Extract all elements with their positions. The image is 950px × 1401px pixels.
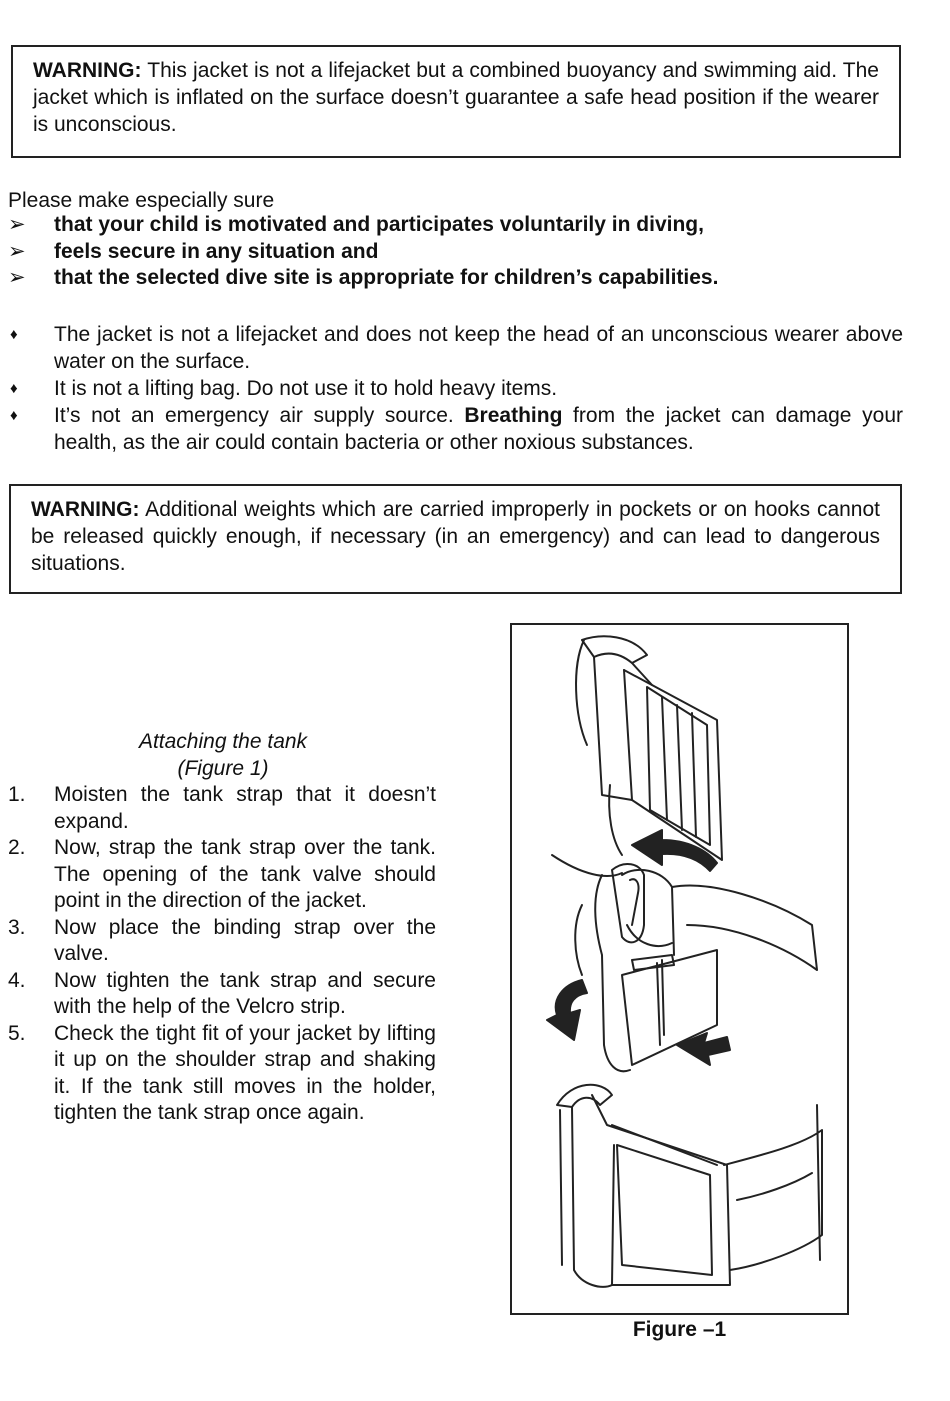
list-item: ➢ feels secure in any situation and: [8, 239, 718, 266]
safety-notes: [8, 321, 903, 456]
warning-box-buoyancy: [11, 45, 901, 158]
arrow-bullet-icon: ➢: [8, 266, 26, 289]
intro-text: Please make especially sure: [8, 189, 275, 212]
rotate-arrow-icon: [547, 980, 587, 1040]
attach-heading: Attaching the tank: [138, 730, 308, 753]
curved-arrow-icon: [632, 830, 717, 871]
tank-strap-buckle-illustration-icon: [512, 625, 847, 1313]
warning-box-weights: [9, 484, 902, 594]
list-item: 5. Check the tight fit of your jacket by lifting it up on the shoulder strap and shaking it. If the tank still moves in the holder, tighten the tank strap once again.: [8, 1021, 436, 1124]
buckle-top-icon: [576, 636, 722, 860]
attach-figure-ref: (Figure 1): [177, 757, 269, 780]
warning-text: Additional weights which are carried improperly in pockets or on hooks cannot be released quickly enough, if necessary (in an emergency) and can lead to dangerous situations.: [31, 498, 880, 575]
list-item: 4. Now tighten the tank strap and secure with the help of the Velcro strip.: [8, 968, 436, 1018]
arrow-bullet-icon: ➢: [8, 239, 26, 263]
list-item: ➢ that the selected dive site is appropriate for children’s capabilities.: [8, 265, 718, 292]
list-item: ♦ It is not a lifting bag. Do not use it to hold heavy items.: [10, 377, 558, 400]
list-item: ♦ The jacket is not a lifejacket and does not keep the head of an unconscious wearer above water on the surface.: [10, 323, 903, 373]
diamond-bullet-icon: ♦: [10, 326, 18, 343]
figure-caption: Figure –1: [632, 1318, 727, 1341]
section-title: [8, 728, 438, 782]
list-item: 2. Now, strap the tank strap over the tank. The opening of the tank valve should point in the direction of the jacket.: [8, 836, 436, 912]
instruction-steps: [8, 782, 436, 1127]
list-item: ♦ It’s not an emergency air supply source. Breathing from the jacket can damage your health, as the air could contain bacteria or other noxious substances.: [10, 404, 903, 454]
list-item: 3. Now place the binding strap over the valve.: [8, 915, 436, 965]
diamond-bullet-icon: ♦: [10, 380, 18, 397]
warning-label: WARNING:: [33, 59, 142, 82]
strap-wrap-icon: [552, 855, 817, 1071]
checklist: [8, 212, 718, 292]
warning-label: WARNING:: [31, 498, 140, 521]
list-item: 1. Moisten the tank strap that it doesn’t expand.: [8, 783, 436, 833]
buckle-bottom-icon: [557, 1085, 822, 1287]
direction-arrow-icon: [677, 1033, 730, 1065]
arrow-bullet-icon: ➢: [8, 213, 26, 236]
list-item: ➢ that your child is motivated and participates voluntarily in diving,: [8, 212, 718, 239]
diamond-bullet-icon: ♦: [10, 407, 18, 424]
figure-frame: [510, 623, 849, 1315]
warning-text: This jacket is not a lifejacket but a combined buoyancy and swimming aid. The jacket which is inflated on the surface doesn’t guarantee a safe head position if the wearer is unconscious.: [33, 59, 879, 136]
